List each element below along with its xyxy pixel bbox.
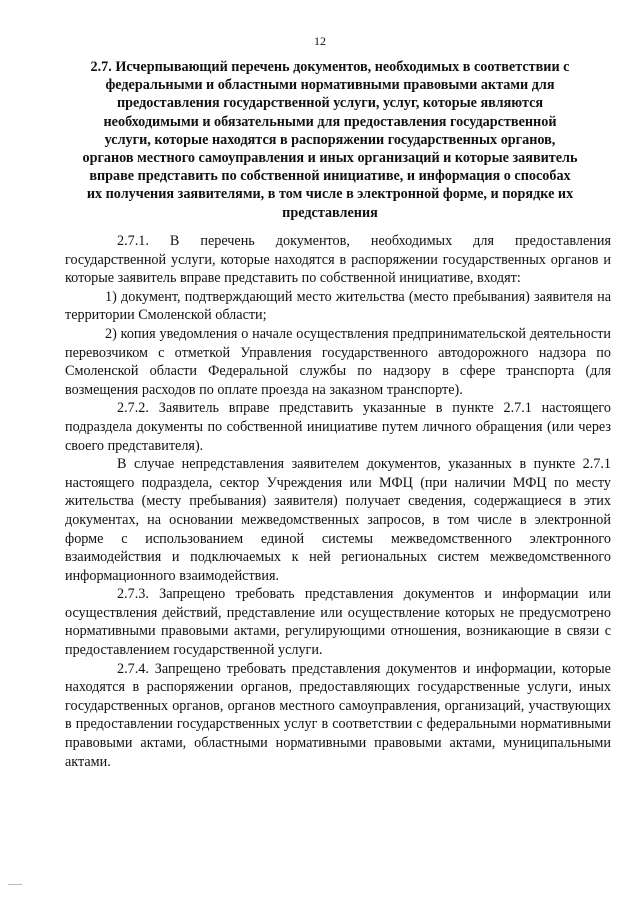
- paragraph-2-7-4: 2.7.4. Запрещено требовать представления документов и информации, которые находятся в распоряжении органов, предоставляющих государственные услуги, иных государственных органов, органов местного самоуправления, организаций, участвующих в предоставлении государственных услуг в соответствии с федеральными нормативными правовыми актами, областными нормативными правовыми актами, муниципальными актами.: [65, 660, 611, 770]
- paragraph-2-7-3: 2.7.3. Запрещено требовать представления документов и информации или осуществления действий, представление или осуществление которых не предусмотрено нормативными правовыми актами, регулирующими отношения, возникающие в связи с предоставлением государственной услуги.: [65, 586, 611, 659]
- list-item-1: 1) документ, подтверждающий место жительства (место пребывания) заявителя на территории Смоленской области;: [65, 288, 611, 324]
- paragraph-non-submission: В случае непредставления заявителем документов, указанных в пункте 2.7.1 настоящего подраздела, сектор Учреждения или МФЦ (при наличии МФЦ по месту жительства (месту пребывания) заявителя) получает сведения, содержащиеся в этих документах, на основании межведомственных запросов, в том числе в электронной форме с использованием единой системы межведомственного электронного взаимодействия и подключаемых к ней региональных систем межведомственного информационного взаимодействия.: [65, 456, 611, 584]
- section-heading: 2.7. Исчерпывающий перечень документов, необходимых в соответствии с федеральными и областными нормативными правовыми актами для предоставления государственной услуги, услуг, которые являются необходимыми и обязательными для предоставления государственной услуги, которые находятся в распоряжении государственных органов, органов местного самоуправления и иных организаций и которые заявитель вправе представить по собственной инициативе, и информация о способах их получения заявителями, в том числе в электронной форме, и порядке их представления: [82, 59, 578, 221]
- body-text: [65, 232, 611, 771]
- scan-artifact: [8, 884, 22, 885]
- list-item-2: 2) копия уведомления о начале осуществления предпринимательской деятельности перевозчиком с отметкой Управления государственного автодорожного надзора по Смоленской области Федеральной службы по надзору в сфере транспорта (для возмещения расходов по оплате проезда на заказном транспорте).: [65, 325, 611, 398]
- paragraph-2-7-2: 2.7.2. Заявитель вправе представить указанные в пункте 2.7.1 настоящего подраздела документы по собственной инициативе путем личного обращения (или через своего представителя).: [65, 400, 611, 454]
- paragraph-2-7-1: 2.7.1. В перечень документов, необходимых для предоставления государственной услуги, которые находятся в распоряжении государственных органов и которые заявитель вправе представить по собственной инициативе, входят:: [65, 233, 611, 287]
- page-number: 12: [314, 34, 326, 48]
